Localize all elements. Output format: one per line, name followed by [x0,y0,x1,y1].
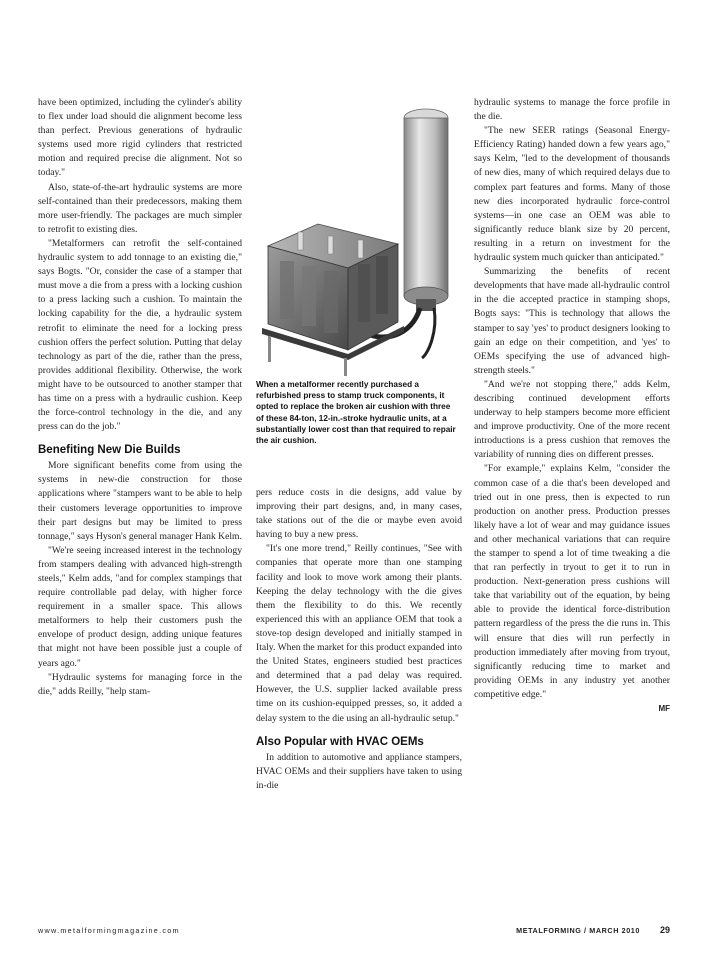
paragraph: Also, state-of-the-art hydraulic systems are more self-contained than their predecessors, making them more user-friendly. The packages are much simpler to retrofit to existing dies. [38,181,242,235]
end-mark: MF [658,704,670,714]
paragraph: "Metalformers can retrofit the self-contained hydraulic system to add tonnage to an existing die," says Bogts. "Or, consider the case of a stamper that must move a die from a press with a locking cushion to a press lacking such a cushion. To maintain the locking capability for the die, a hydraulic system retrofit to eliminate the need for a locking press cushion offers the perfect solution. Putting that delay technology as part of the die, rather than the press, provides additional flexibility. Otherwise, the work might have to be outsourced to another stamper that has time on a press with a hydraulic cushion. Keep the force-control technology in the die, and any press can do the job." [38,237,242,433]
footer-issue: METALFORMING / MARCH 2010 [516,926,640,935]
paragraph: "The new SEER ratings (Seasonal Energy-Efficiency Rating) handed down a few years ago," says Kelm, "led to the development of thousands of new dies, many of which required delays due to complex part features and forms. Many of those new dies incorporated hydraulic force-control systems—in one case an OEM was able to significantly reduce blank size by 20 percent, resulting in a return on investment for the hydraulic system much quicker than anticipated." [474,125,670,264]
paragraph: In addition to automotive and appliance stampers, HVAC OEMs and their suppliers have taken to using in-die [256,751,462,791]
paragraph: pers reduce costs in die designs, add value by improving their part designs, and, in many cases, take stations out of the die or maybe even avoid having to buy a new press. [256,487,462,541]
paragraph: "We're seeing increased interest in the technology from stampers dealing with advanced high-strength steels," Kelm adds, "and for complex stampings that require controllable pad delay, with higher force requirement in a smaller space. This allows metalformers to help their customers push the envelope of product design, adding unique features that might not have been possible just a couple of years ago." [38,544,242,669]
section-heading: Benefiting New Die Builds [38,444,181,457]
paragraph: have been optimized, including the cylinder's ability to flex under load should die alignment become less than perfect. Previous generations of hydraulic systems used more rigid cylinders that restricted motion and required precise die alignment. Not so today." [38,97,242,179]
figure-caption [256,379,458,446]
paragraph: More significant benefits come from using the systems in new-die construction for those applications where "stampers want to be able to help their customers leverage opportunities to improve their part designs but may be limited to press tonnage," says Hyson's general manager Hank Kelm. [38,460,242,542]
footer-url: www.metalformingmagazine.com [38,926,180,935]
paragraph: hydraulic systems to manage the force profile in the die. [474,97,670,123]
page-footer [38,924,670,938]
hydraulic-unit-figure [252,96,468,380]
page-number: 29 [659,925,670,935]
hydraulic-press-illustration [252,96,468,380]
paragraph: "And we're not stopping there," adds Kelm, describing continued development efforts underway to help stampers become more efficient and improve productivity. One of the more recent introductions is a press cushion that removes the variability of running dies on different presses. [474,378,670,461]
section-heading: Also Popular with HVAC OEMs [256,735,424,748]
text-column-2 [256,486,462,793]
paragraph: "Hydraulic systems for managing force in the die," adds Reilly, "help stam- [38,671,242,697]
text-column-3 [474,96,670,716]
caption-text: When a metalformer recently purchased a refurbished press to stamp truck components, it opted to replace the broken air cushion with three of these 84-ton, 12-in.-stroke hydraulic units, at a substantially lower cost than that required to repair the air cushion. [256,380,456,446]
paragraph: Summarizing the benefits of recent developments that have made all-hydraulic control in the die accepted practice in stamping shops, Bogts says: "This is technology that allows the stamper to say 'yes' to product designers looking to gain an edge on their competition, and 'yes' to OEMs specifying the use of advanced high-strength steels." [474,266,670,376]
paragraph: "For example," explains Kelm, "consider the common case of a die that's been developed and tried out in one press, then is expected to run production on another press. Production presses likely have a lot of wear and may guidance issues and other mechanical variations that can require the stamper to spend a lot of time tweaking a die that ran perfectly in tryout to get it to run in production. Next-generation press cushions will take that variability out of the equation, by being able to provide the identical force-distribution pattern regardless of the press the die runs in. This will ensure that dies will run perfectly in production immediately after moving from tryout, significantly reducing time to market and providing OEMs in any industry yet another competitive edge." [474,463,670,700]
paragraph: "It's one more trend," Reilly continues, "See with companies that operate more than one stamping facility and look to move work among their plants. Keeping the delay technology with the die gives them the flexibility to do this. We recently experienced this with an appliance OEM that took a stove-top design developed and initially stamped in Italy. When the market for this product expanded into the United States, engineers studied best practices and determined that a pad delay was required. However, the U.S. supplier lacked available press time on its cushion-equipped presses, so, it added a delay system to the die using an all-hydraulic setup." [256,543,462,724]
text-column-1 [38,96,242,699]
